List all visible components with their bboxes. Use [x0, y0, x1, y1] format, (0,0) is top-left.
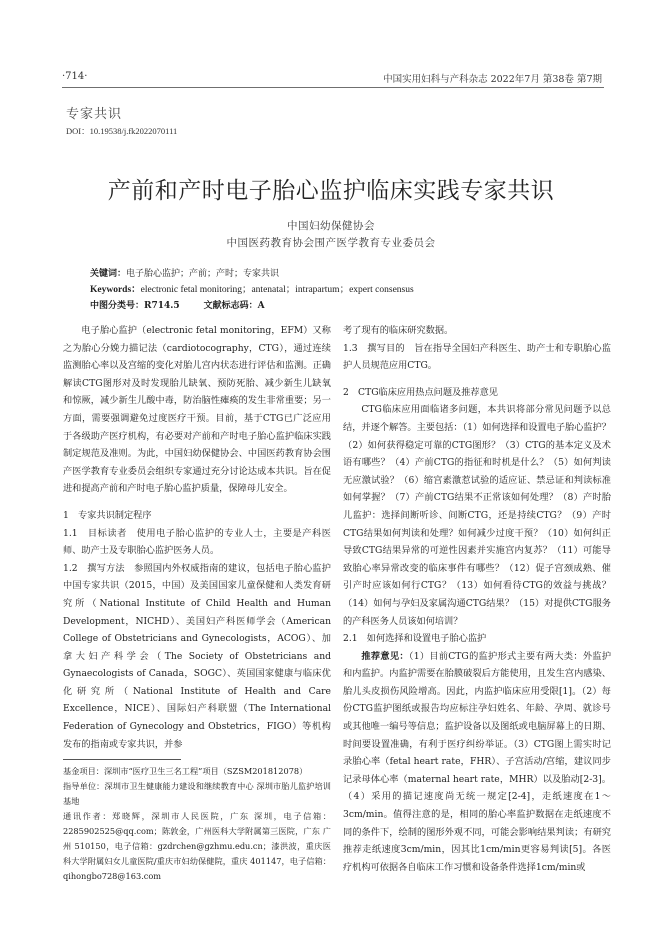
section-1-1: 1.1 目标读者 使用电子胎心监护的专业人士，主要是产科医师、助产士及专职胎心监护医务人员。	[63, 527, 331, 557]
footnote-rule	[63, 759, 181, 760]
footnote-corresponding: 通讯作者：郑晓辉，深圳市人民医院，广东 深圳，电子信箱：2285902525@qq.com；陈敦金，广州医科大学附属第三医院，广东 广州 510150，电子信箱：gzdrchen@gzhmu.edu.cn；漆洪波，重庆医科大学附属妇女儿童医院/重庆市妇幼保健院，重庆 401147，电子信箱：qihongbo728@163.com	[63, 811, 331, 882]
keywords-cn-label: 关键词：	[90, 269, 127, 279]
section-1-3: 1.3 撰写目的 旨在指导全国妇产科医生、助产士和专职胎心监护人员规范应用CTG。	[343, 342, 611, 372]
journal-header: 中国实用妇科与产科杂志 2022年7月 第38卷 第7期	[383, 74, 602, 85]
keywords-en	[90, 284, 590, 296]
intro-paragraph: 电子胎心监护（electronic fetal monitoring，EFM）又称之为胎心分娩力描记法（cardiotocography，CTG），通过连续监测胎心率以及宫缩的变化对胎儿宫内状态进行评估和监测。正确解读CTG图形对及时发现胎儿缺氧、预防死胎、减少新生儿缺氧和惊厥，减少新生儿酸中毒，防治脑性瘫痪的发生非常重要；另一方面，需要强调避免过度医疗干预。目前，基于CTG已广泛应用于各级助产医疗机构，有必要对产前和产时电子胎心监护临床实践制定规范及准则。为此，中国妇幼保健协会、中国医药教育协会围产医学教育专业委员会组织专家通过充分讨论达成本共识。旨在促进和提高产前和产时电子胎心监护质量，保障母儿安全。	[63, 325, 331, 495]
author-org-2: 中国医药教育协会围产医学教育专业委员会	[226, 237, 436, 249]
keywords-en-text: electronic fetal monitoring；antenatal；intrapartum；expert consensus	[140, 285, 414, 295]
keywords-cn	[90, 268, 590, 280]
keywords-en-label: Keywords：	[90, 285, 141, 295]
header-rule	[62, 87, 604, 88]
section-1-2: 1.2 撰写方法 参照国内外权威指南的建议，包括电子胎心监护中国专家共识（2015，中国）及美国国家儿童保健和人类发育研究所（National Institute of Child Health and Human Development，NICHD）、美国妇产科医师学会（American College of Obstetricians and Gynecologists，ACOG）、加拿大妇产科学会（The Society of Obstetricians and Gynaecologists of Canada，SOGC）、英国国家健康与临床优化研究所（National Institute of Health and Care Excellence，NICE）、国际妇产科联盟（The International Federation of Gynecology and Obstetrics，FIGO）等机构发布的指南或专家共识，并参	[63, 562, 331, 750]
article-title: 产前和产时电子胎心监护临床实践专家共识	[107, 178, 555, 204]
recommendation-text: （1）目前CTG的监护形式主要有两大类：外监护和内监护。内监护需要在胎膜破裂后方能使用，且发生宫内感染、胎儿头皮损伤风险增高。因此，内监护临床应用受限[1]。（2）每份CTG监护图纸或报告均应标注孕妇姓名、年龄、孕周、就诊号或其他唯一编号等信息；监护设备以及图纸或电脑屏幕上的日期、时间要设置准确，有利于医疗纠纷举证。（3）CTG图上需实时记录胎心率（fetal heart rate，FHR）、子宫活动/宫缩，建议同步记录母体心率（maternal heart rate，MHR）以及胎动[2-3]。（4）采用的描记速度尚无统一规定[2-4]，走纸速度在1～3cm/min。值得注意的是，相同的胎心率监护数据在走纸速度不同的条件下，绘制的图形外观不同，可能会影响结果判读；有研究推荐走纸速度3cm/min，因其比1cm/min更容易判读[5]。各医疗机构可依据各自临床工作习惯和设备条件选择1cm/min或	[343, 650, 612, 873]
footnote-funding: 基金项目：深圳市“医疗卫生三名工程”项目（SZSM201812078）	[63, 766, 308, 777]
section-2-intro: CTG临床应用面临诸多问题，本共识将部分常见问题予以总结，并逐个解答。主要包括：（1）如何选择和设置电子胎心监护？（2）如何获得稳定可靠的CTG图形？（3）CTG的基本定义及术语有哪些？（4）产前CTG的指征和时机是什么？（5）如何判读无应激试验？（6）缩宫素激惹试验的适应证、禁忌证和判读标准如何掌握？（7）产前CTG结果不正常该如何处理？（8）产时胎儿监护：选择间断听诊、间断CTG，还是持续CTG？（9）产时CTG结果如何判读和处理？如何减少过度干预？（10）如何纠正导致CTG结果异常的可逆性因素并实施宫内复苏？（11）可能导致胎心率异常改变的临床事件有哪些？（12）促子宫颈成熟、催引产时应该如何行CTG？（13）如何看待CTG的效益与挑战？（14）如何与孕妇及家属沟通CTG结果？（15）对提供CTG服务的产科医务人员该如何培训？	[343, 404, 611, 627]
left-column	[63, 322, 331, 884]
page-number: ·714·	[62, 71, 88, 82]
classification-line	[90, 300, 590, 312]
classification-code: 中图分类号：R714.5	[90, 301, 180, 311]
section-2-1-heading: 2.1 如何选择和设置电子胎心监护	[343, 633, 487, 645]
doi: DOI：10.19538/j.fk2022070111	[66, 126, 178, 136]
recommendation-paragraph	[343, 648, 611, 877]
author-org-1: 中国妇幼保健协会	[287, 220, 375, 232]
continuation-line: 考了现有的临床研究数据。	[343, 325, 454, 336]
recommendation-label: 推荐意见：	[361, 650, 409, 662]
document-code: 文献标志码：A	[203, 301, 265, 311]
section-label: 专家共识	[66, 107, 123, 122]
keywords-cn-text: 电子胎心监护；产前；产时；专家共识	[126, 269, 280, 279]
right-column	[343, 322, 611, 876]
section-1-heading: 1 专家共识制定程序	[63, 509, 152, 521]
section-2-heading: 2 CTG临床应用热点问题及推荐意见	[343, 386, 498, 398]
footnote-guidance: 指导单位：深圳市卫生健康能力建设和继续教育中心 深圳市胎儿监护培训基地	[63, 781, 331, 807]
